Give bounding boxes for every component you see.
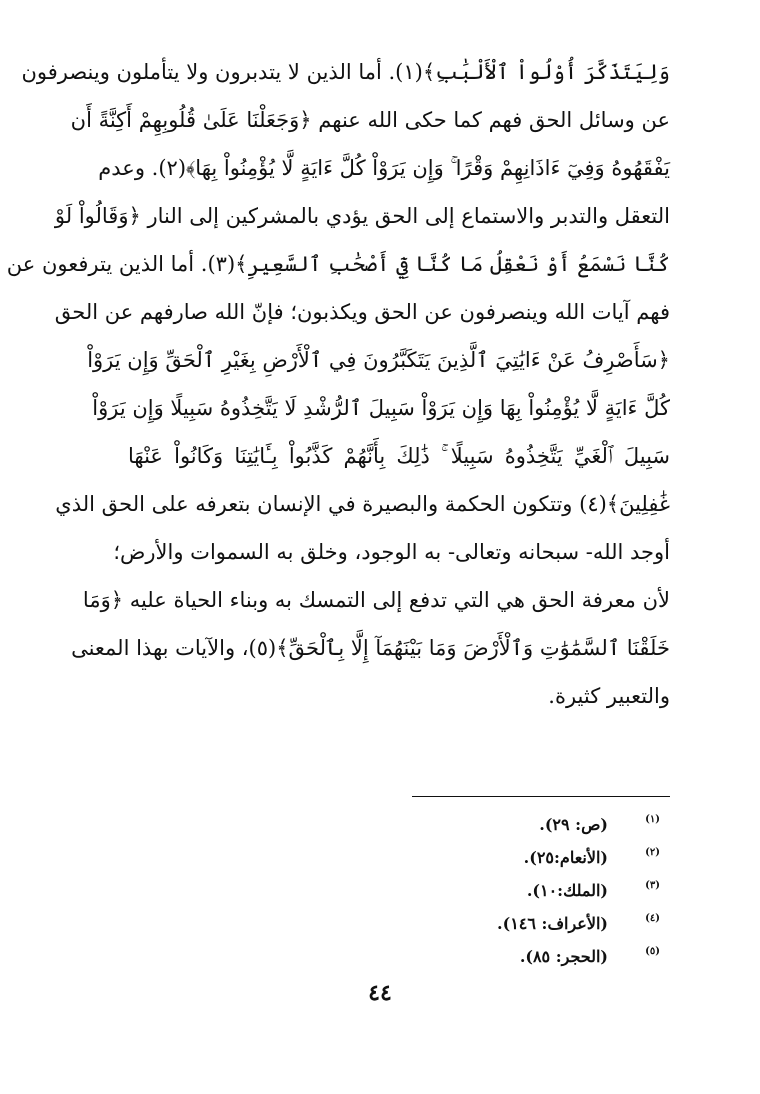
footnote-number: (٣) bbox=[645, 879, 660, 891]
text-line: خَلَقْنَا ٱلسَّمَٰوَٰتِ وَٱلْأَرْضَ وَمَا بَيْنَهُمَآ إِلَّا بِٱلْحَقِّ﴾(٥)، والآيات بهذا المعنى bbox=[71, 636, 670, 660]
footnote-item bbox=[300, 841, 660, 874]
footnote-item bbox=[300, 808, 660, 841]
text-line: يَفْقَهُوهُ وَفِيٓ ءَاذَانِهِمْ وَقْرًا ۚ وَإِن يَرَوْاْ كُلَّ ءَايَةٍ لَّا يُؤْمِنُواْ بِهَا﴾(٢). وعدم bbox=[98, 156, 670, 180]
text-line: كُلَّ ءَايَةٍ لَّا يُؤْمِنُواْ بِهَا وَإِن يَرَوْاْ سَبِيلَ ٱلرُّشْدِ لَا يَتَّخِذُوهُ سَبِيلًا وَإِن يَرَوْاْ bbox=[92, 396, 670, 420]
text-line: كُنَّا نَسْمَعُ أَوْ نَعْقِلُ مَا كُنَّا فِيٓ أَصْحَٰبِ ٱلسَّعِيرِ﴾(٣). أما الذين يترفعون عن bbox=[6, 252, 670, 276]
footnote-number: (٥) bbox=[645, 945, 660, 957]
footnote-text: (الملك:١٠). bbox=[526, 881, 608, 900]
text-line: غَٰفِلِينَ﴾(٤) وتتكون الحكمة والبصيرة في الإنسان بتعرفه على الحق الذي bbox=[55, 492, 670, 516]
footnote-number: (٤) bbox=[645, 912, 660, 924]
text-line: ﴿سَأَصْرِفُ عَنْ ءَايَٰتِيَ ٱلَّذِينَ يَتَكَبَّرُونَ فِي ٱلْأَرْضِ بِغَيْرِ ٱلْحَقِّ وَإِن يَرَوْاْ bbox=[87, 348, 670, 372]
main-text bbox=[6, 48, 670, 720]
text-line: عن وسائل الحق فهم كما حكى الله عنهم ﴿وَجَعَلْنَا عَلَىٰ قُلُوبِهِمْ أَكِنَّةً أَن bbox=[70, 108, 670, 132]
page-number: ٤٤ bbox=[368, 980, 392, 1006]
footnote-text: (الأنعام:٢٥). bbox=[523, 848, 608, 867]
text-line: سَبِيلَ ٱلْغَيِّ يَتَّخِذُوهُ سَبِيلًا ۚ ذَٰلِكَ بِأَنَّهُمْ كَذَّبُواْ بِـَٔايَٰتِنَا وَكَانُواْ عَنْهَا bbox=[128, 444, 670, 468]
footnote-number: (١) bbox=[645, 813, 660, 825]
text-line: التعقل والتدبر والاستماع إلى الحق يؤدي بالمشركين إلى النار ﴿وَقَالُواْ لَوْ bbox=[54, 204, 670, 228]
text-line: فهم آيات الله وينصرفون عن الحق ويكذبون؛ فإنّ الله صارفهم عن الحق bbox=[54, 300, 670, 324]
text-line: وَلِيَتَذَكَّرَ أُوْلُواْ ٱلْأَلْبَٰبِ﴾(١). أما الذين لا يتدبرون ولا يتأملون وينصرفون bbox=[21, 60, 670, 84]
footnote-item bbox=[300, 907, 660, 940]
footnote-text: (ص: ٢٩). bbox=[539, 815, 608, 834]
footnote-number: (٢) bbox=[645, 846, 660, 858]
footnote-item bbox=[300, 874, 660, 907]
text-line: لأن معرفة الحق هي التي تدفع إلى التمسك به وبناء الحياة عليه ﴿وَمَا bbox=[82, 588, 670, 612]
footnote-divider bbox=[412, 796, 670, 797]
footnotes bbox=[300, 808, 660, 973]
footnote-item bbox=[300, 940, 660, 973]
footnote-text: (الحجر: ٨٥). bbox=[519, 947, 608, 966]
footnote-text: (الأعراف: ١٤٦). bbox=[497, 914, 608, 933]
text-line: أوجد الله- سبحانه وتعالى- به الوجود، وخلق به السموات والأرض؛ bbox=[113, 540, 670, 564]
text-line: والتعبير كثيرة. bbox=[548, 684, 670, 708]
